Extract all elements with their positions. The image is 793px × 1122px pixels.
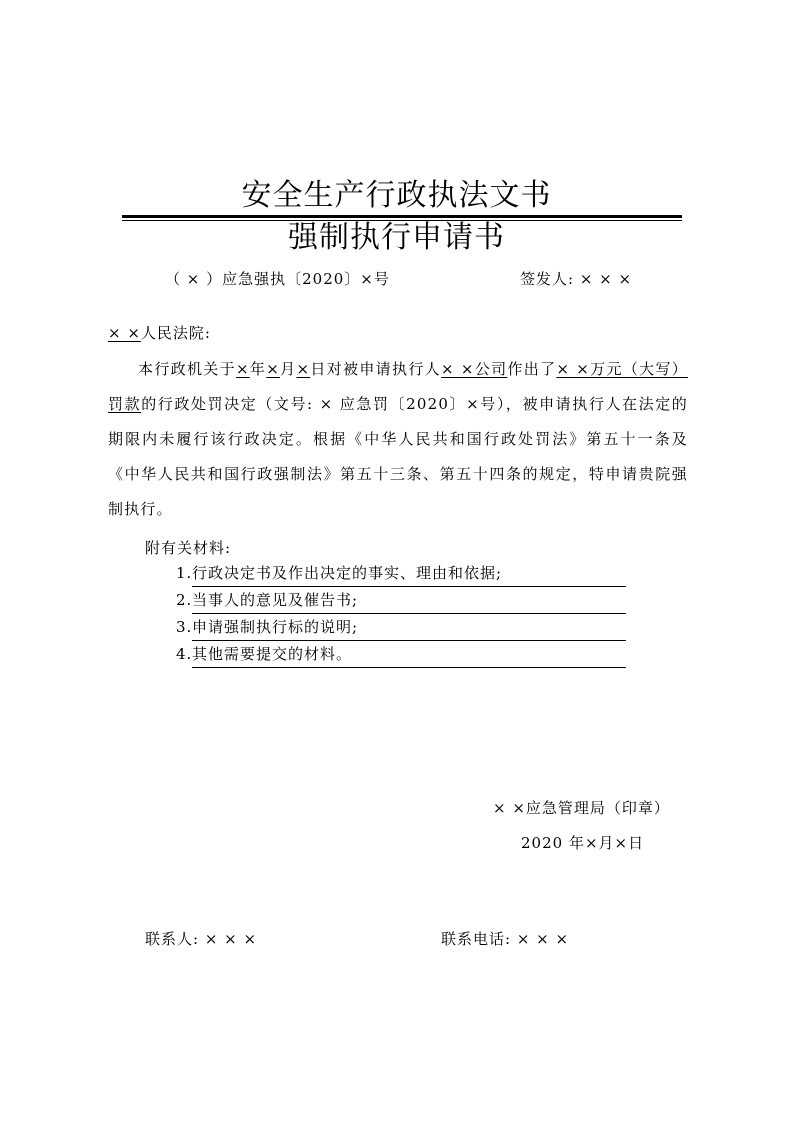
amount-blank: × ×万元（大写）罚款 <box>108 360 689 413</box>
attachment-number: 1. <box>176 564 193 582</box>
day-blank: × <box>296 360 311 378</box>
body-text-segment: 日对被申请执行人 <box>310 360 441 378</box>
attachment-number: 3. <box>176 618 193 636</box>
attachment-item <box>176 641 626 668</box>
attachments-list <box>176 560 626 668</box>
body-text-segment: 本行政机关于 <box>138 360 236 378</box>
attachment-text: 行政决定书及作出决定的事实、理由和依据; <box>192 564 503 582</box>
document-title-line2: 强制执行申请书 <box>288 220 505 255</box>
attachment-item <box>176 560 626 587</box>
attachments-title: 附有关材料: <box>145 539 232 557</box>
document-title-line1: 安全生产行政执法文书 <box>241 178 552 213</box>
attachment-number: 2. <box>176 591 193 609</box>
body-text-segment: 作出了 <box>507 360 557 378</box>
body-text-segment: 年 <box>249 360 267 378</box>
attachment-number: 4. <box>176 645 193 663</box>
contact-phone: 联系电话: × × × <box>441 930 570 948</box>
body-text-segment: 月 <box>280 360 297 378</box>
attachment-text: 其他需要提交的材料。 <box>192 645 353 663</box>
signing-date: 2020 年×月×日 <box>521 834 645 852</box>
document-number: （ × ）应急强执〔2020〕×号 <box>165 270 390 288</box>
issuer-line: 签发人: × × × <box>520 270 633 288</box>
attachment-text: 申请强制执行标的说明; <box>192 618 359 636</box>
attachment-item <box>176 614 626 641</box>
year-blank: × <box>235 360 250 378</box>
court-name-blank: × × <box>108 324 141 342</box>
signing-organization: × ×应急管理局（印章） <box>493 799 670 817</box>
contact-person: 联系人: × × × <box>145 930 258 948</box>
application-body <box>108 352 688 527</box>
title-rule-thick <box>122 215 682 218</box>
addressee-court <box>108 322 211 343</box>
body-text-segment: 的行政处罚决定（文号: × 应急罚〔2020〕×号），被申请执行人在法定的期限内未履行该行政决定。根据《中华人民共和国行政处罚法》第五十一条及《中华人民共和国行政强制法》第五十三条、第五十四条的规定，特申请贵院强制执行。 <box>108 395 688 518</box>
attachment-item <box>176 587 626 614</box>
company-blank: × ×公司 <box>441 360 508 378</box>
month-blank: × <box>266 360 280 378</box>
court-suffix: 人民法院: <box>140 324 211 342</box>
attachment-text: 当事人的意见及催告书; <box>192 591 359 609</box>
